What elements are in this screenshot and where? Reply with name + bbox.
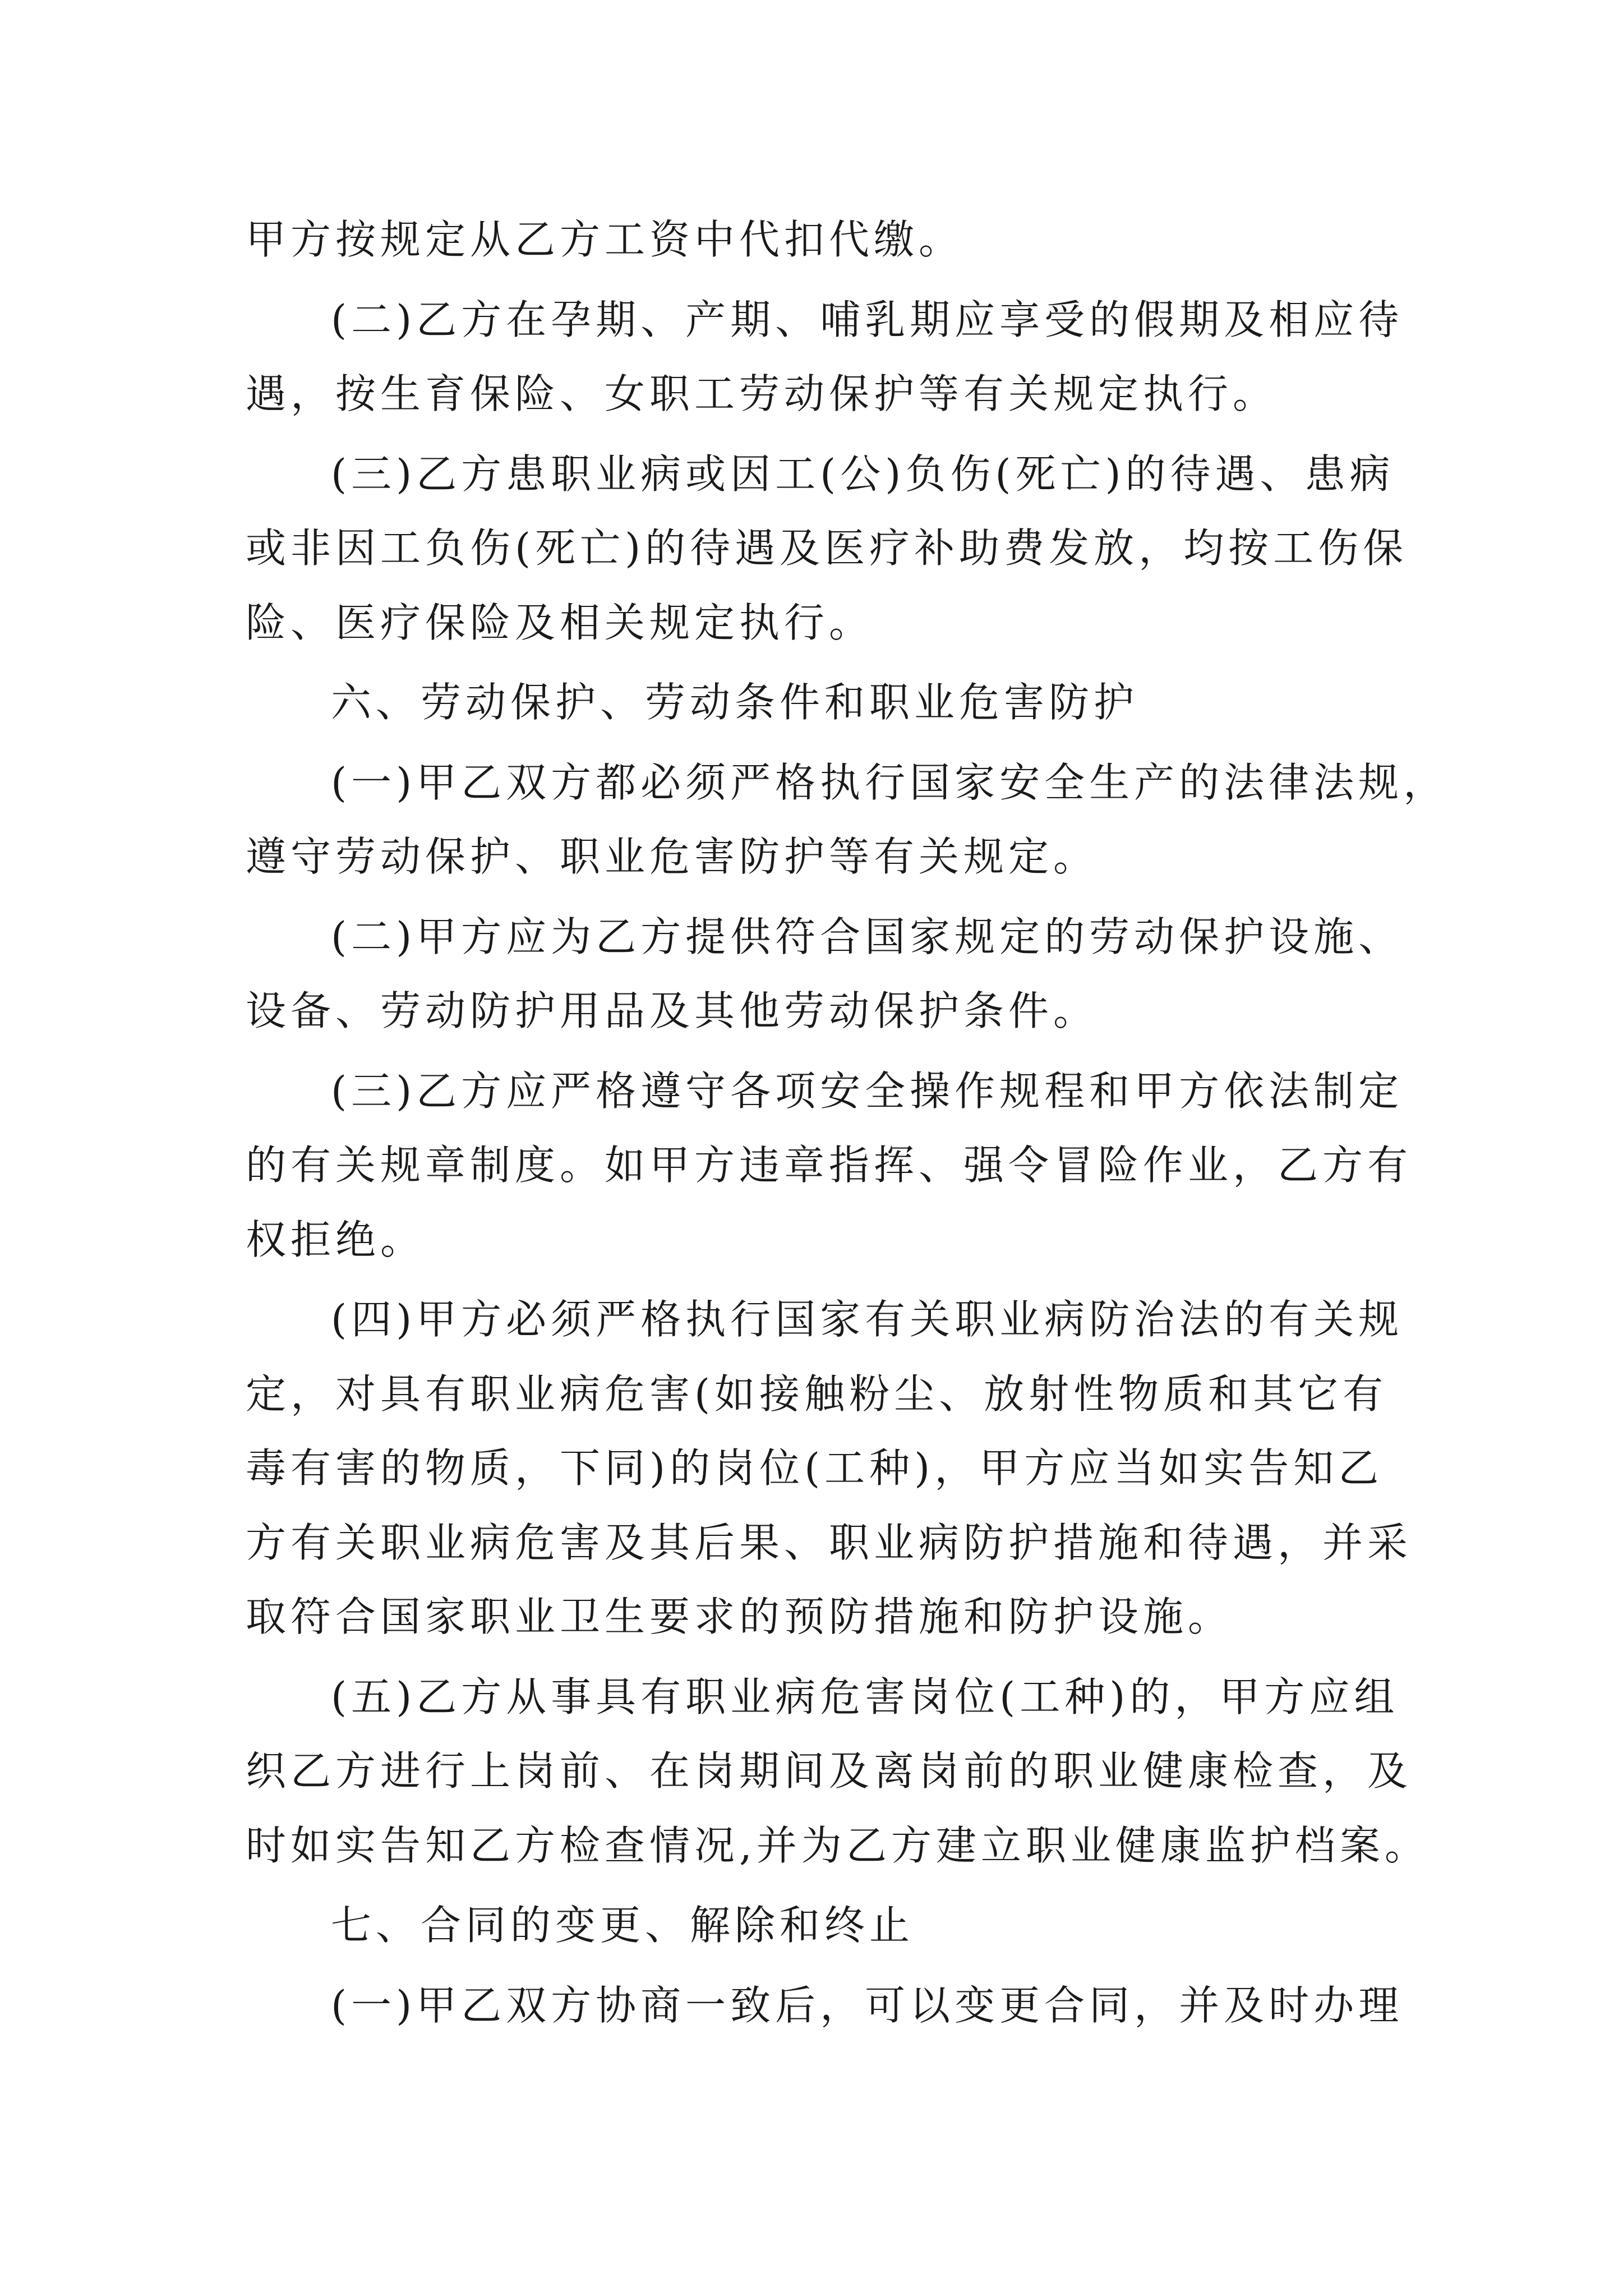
text-line: 遵守劳动保护、职业危害防护等有关规定。 — [246, 833, 1099, 880]
text-line: (五)乙方从事具有职业病危害岗位(工种)的，甲方应组 — [331, 1673, 1399, 1720]
text-line: 取符合国家职业卫生要求的预防措施和防护设施。 — [246, 1593, 1233, 1640]
text-line: (三)乙方应严格遵守各项安全操作规程和甲方依法制定 — [331, 1068, 1404, 1115]
text-line: 设备、劳动防护用品及其他劳动保护条件。 — [246, 987, 1099, 1034]
text-line: 遇，按生育保险、女职工劳动保护等有关规定执行。 — [246, 370, 1278, 417]
text-line: 权拒绝。 — [246, 1216, 426, 1263]
text-line: 甲方按规定从乙方工资中代扣代缴。 — [246, 216, 964, 263]
text-line: 毒有害的物质，下同)的岗位(工种)，甲方应当如实告知乙 — [246, 1444, 1384, 1492]
section-heading: 六、劳动保护、劳动条件和职业危害防护 — [331, 679, 1139, 726]
text-line: (一)甲乙双方都必须严格执行国家安全生产的法律法规， — [331, 759, 1449, 806]
text-line: (四)甲方必须严格执行国家有关职业病防治法的有关规 — [331, 1296, 1404, 1343]
text-line: 的有关规章制度。如甲方违章指挥、强令冒险作业，乙方有 — [246, 1142, 1413, 1189]
text-line: 时如实告知乙方检查情况,并为乙方建立职业健康监护档案。 — [246, 1822, 1430, 1869]
text-line: 或非因工负伤(死亡)的待遇及医疗补助费发放，均按工伤保 — [246, 524, 1408, 572]
text-line: 定，对具有职业病危害(如接触粉尘、放射性物质和其它有 — [246, 1370, 1388, 1418]
text-line: 方有关职业病危害及其后果、职业病防护措施和待遇，并采 — [246, 1519, 1413, 1566]
text-line: 险、医疗保险及相关规定执行。 — [246, 599, 874, 646]
section-heading: 七、合同的变更、解除和终止 — [331, 1902, 915, 1949]
text-line: (三)乙方患职业病或因工(公)负伤(死亡)的待遇、患病 — [331, 450, 1395, 498]
text-line: (二)甲方应为乙方提供符合国家规定的劳动保护设施、 — [331, 913, 1404, 960]
text-line: (一)甲乙双方协商一致后，可以变更合同，并及时办理 — [331, 1982, 1404, 2029]
text-line: (二)乙方在孕期、产期、哺乳期应享受的假期及相应待 — [331, 296, 1404, 343]
text-line: 织乙方进行上岗前、在岗期间及离岗前的职业健康检查，及 — [246, 1747, 1413, 1795]
